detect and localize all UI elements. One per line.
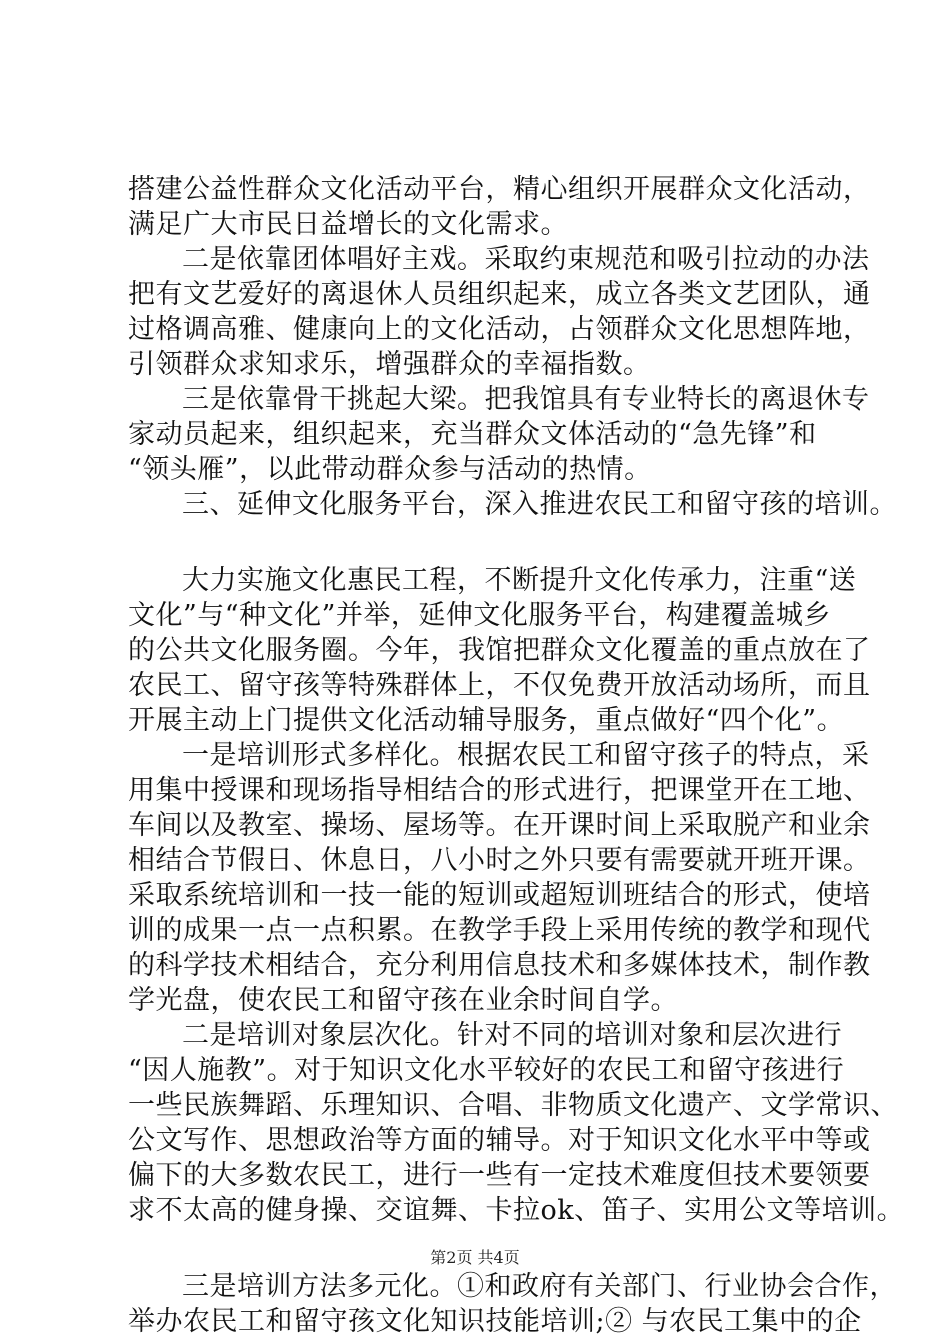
text-line: 过格调高雅、健康向上的文化活动，占领群众文化思想阵地， bbox=[128, 314, 871, 345]
blank-line bbox=[128, 522, 848, 563]
paragraph-start: 大力实施文化惠民工程，不断提升文化传承力，注重“送 bbox=[182, 565, 857, 596]
text-line: 相结合节假日、休息日，八小时之外只要有需要就开班开课。 bbox=[128, 845, 871, 876]
text-line: 一些民族舞蹈、乐理知识、合唱、非物质文化遗产、文学常识、 bbox=[128, 1090, 898, 1121]
paragraph-start: 二是依靠团体唱好主戏。采取约束规范和吸引拉动的办法 bbox=[182, 244, 870, 275]
paragraph-start: 三是依靠骨干挑起大梁。把我馆具有专业特长的离退休专 bbox=[182, 384, 870, 415]
text-line: 的公共文化服务圈。今年，我馆把群众文化覆盖的重点放在了 bbox=[128, 635, 871, 666]
text-line: 用集中授课和现场指导相结合的形式进行，把课堂开在工地、 bbox=[128, 775, 871, 806]
text-line: 开展主动上门提供文化活动辅导服务，重点做好“四个化”。 bbox=[128, 705, 845, 736]
text-line: “领头雁”，以此带动群众参与活动的热情。 bbox=[128, 454, 652, 485]
paragraph-start: 一是培训形式多样化。根据农民工和留守孩子的特点，采 bbox=[182, 740, 870, 771]
text-line: 公文写作、思想政治等方面的辅导。对于知识文化水平中等或 bbox=[128, 1125, 871, 1156]
section-heading: 三、延伸文化服务平台，深入推进农民工和留守孩的培训。 bbox=[182, 489, 897, 520]
text-line: 家动员起来，组织起来，充当群众文体活动的“急先锋”和 bbox=[128, 419, 817, 450]
text-line: 求不太高的健身操、交谊舞、卡拉ok、笛子、实用公文等培训。 bbox=[128, 1195, 905, 1226]
text-line: 举办农民工和留守孩文化知识技能培训;② 与农民工集中的企 bbox=[128, 1306, 862, 1337]
text-line: 文化”与“种文化”并举，延伸文化服务平台，构建覆盖城乡 bbox=[128, 600, 831, 631]
text-line: 偏下的大多数农民工，进行一些有一定技术难度但技术要领要 bbox=[128, 1160, 871, 1191]
text-line: 学光盘，使农民工和留守孩在业余时间自学。 bbox=[128, 985, 678, 1016]
text-line: 车间以及教室、操场、屋场等。在开课时间上采取脱产和业余 bbox=[128, 810, 871, 841]
text-line: 满足广大市民日益增长的文化需求。 bbox=[128, 209, 568, 240]
text-line: 引领群众求知求乐，增强群众的幸福指数。 bbox=[128, 349, 651, 380]
paragraph-start: 二是培训对象层次化。针对不同的培训对象和层次进行 bbox=[182, 1020, 842, 1051]
text-line: 搭建公益性群众文化活动平台，精心组织开展群众文化活动， bbox=[128, 174, 871, 205]
text-line: 采取系统培训和一技一能的短训或超短训班结合的形式，使培 bbox=[128, 880, 871, 911]
document-body bbox=[128, 172, 905, 1339]
paragraph-start: 三是培训方法多元化。①和政府有关部门、行业协会合作， bbox=[182, 1271, 897, 1302]
text-line: 把有文艺爱好的离退休人员组织起来，成立各类文艺团队，通 bbox=[128, 279, 871, 310]
text-line: 训的成果一点一点积累。在教学手段上采用传统的教学和现代 bbox=[128, 915, 871, 946]
text-line: 的科学技术相结合，充分利用信息技术和多媒体技术，制作教 bbox=[128, 950, 871, 981]
text-line: “因人施教”。对于知识文化水平较好的农民工和留守孩进行 bbox=[128, 1055, 845, 1086]
text-line: 农民工、留守孩等特殊群体上，不仅免费开放活动场所，而且 bbox=[128, 670, 871, 701]
page-number-footer: 第2页 共4页 bbox=[430, 1248, 520, 1267]
